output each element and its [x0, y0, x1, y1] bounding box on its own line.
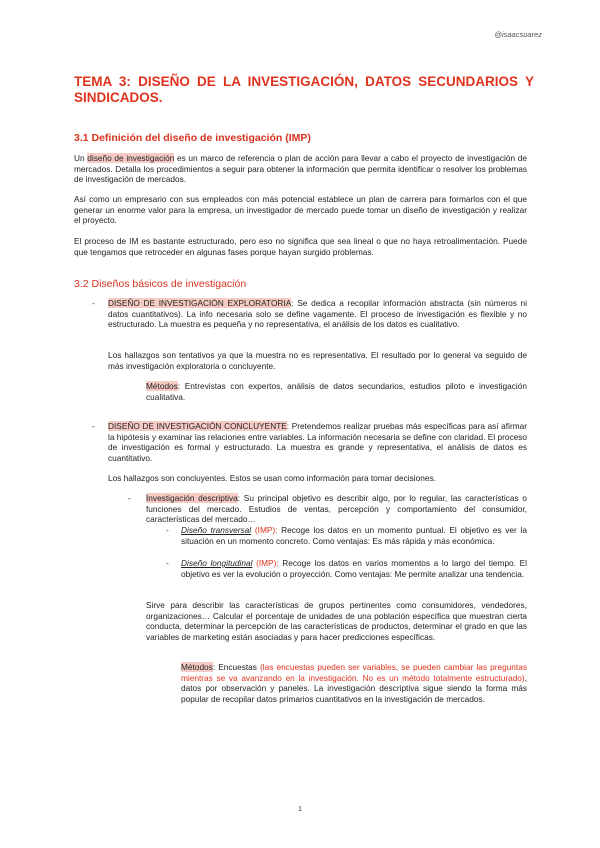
title-line-2: SINDICADOS. — [74, 90, 163, 105]
bullet-dash: - — [92, 298, 95, 308]
bullet-dash: - — [166, 558, 169, 568]
bullet-dash: - — [128, 493, 131, 503]
bullet-dash: - — [92, 421, 95, 431]
concluyente-paragraph: DISEÑO DE INVESTIGACIÓN CONCLUYENTE: Pretendemos realizar pruebas más específicas para así afirmar la hipótesis y examinar las relaciones entre variables. La información necesaria se define con claridad. El proceso de investigación es formal y estructurado. La muestra es grande y representativa, el análisis de datos es cuantitativo. — [108, 421, 527, 463]
term-longitudinal: Diseño longitudinal — [181, 558, 253, 568]
section-heading-3-2: 3.2 Diseños básicos de investigación — [74, 278, 247, 290]
exploratoria-metodos: Métodos: Entrevistas con expertos, análisis de datos secundarios, estudios piloto e investigación cualitativa. — [146, 381, 527, 402]
page-title — [74, 74, 534, 106]
descriptiva-paragraph: Investigación descriptiva: Su principal objetivo es describir algo, por lo regular, las características o funciones del mercado. Estudios de ventas, percepción y comportamiento del consumidor, características del mercado… — [146, 493, 527, 525]
title-line-1: TEMA 3: DISEÑO DE LA INVESTIGACIÓN, DATOS SECUNDARIOS Y — [74, 74, 534, 89]
highlight-descriptiva: Investigación descriptiva — [146, 493, 238, 503]
descriptiva-sirve: Sirve para describir las características de grupos pertinentes como consumidores, vendedores, organizaciones… Calcular el porcentaje de unidades de una población específica que muestran cierta conducta, determinar la percepción de las características de productos, determinar el grado en que las variables de marketing están asociadas y para hacer predicciones específicas. — [146, 600, 527, 642]
transversal-paragraph: Diseño transversal (IMP): Recoge los datos en un momento puntual. El objetivo es ver la situación en un momento concreto. Como ventajas: Es más rápida y más económica. — [181, 525, 527, 546]
author-handle: @isaacsuarez — [494, 30, 542, 39]
exploratoria-hallazgos: Los hallazgos son tentativos ya que la muestra no es representativa. El resultado por lo general va seguido de más investigación exploratoria o concluyente. — [108, 350, 527, 371]
section-heading-3-1: 3.1 Definición del diseño de investigación (IMP) — [74, 132, 311, 144]
paragraph-proceso-im: El proceso de IM es bastante estructurado, pero eso no significa que sea lineal o que no haya retroalimentación. Puede que tengamos que retroceder en algunas fases porque hayan surgido problemas. — [74, 236, 527, 257]
highlight-diseno-investigacion: diseño de investigación — [87, 153, 175, 163]
paragraph-definition: Un diseño de investigación es un marco de referencia o plan de acción para llevar a cabo el proyecto de investigación de mercados. Detalla los procedimientos a seguir para obtener la información que permita identificar o resolver los problemas de investigación de mercados. — [74, 153, 527, 185]
term-transversal: Diseño transversal — [181, 525, 252, 535]
concluyente-hallazgos: Los hallazgos son concluyentes. Estos se usan como información para tomar decisiones. — [108, 473, 436, 483]
highlight-exploratoria: DISEÑO DE INVESTIGACIÓN EXPLORATORIA — [108, 298, 292, 308]
exploratoria-paragraph: DISEÑO DE INVESTIGACIÓN EXPLORATORIA: Se dedica a recopilar información abstracta (sin números ni datos cuantitativos). La info necesaria solo se define vagamente. El proceso de investigación es flexible y no estructurado. La muestra es pequeña y no representativa, el análisis de los datos es cualitativo. — [108, 298, 527, 330]
page-number: 1 — [297, 804, 303, 813]
bullet-dash: - — [166, 525, 169, 535]
highlight-metodos: Métodos — [181, 662, 213, 672]
longitudinal-paragraph: Diseño longitudinal (IMP): Recoge los datos en varios momentos a lo largo del tiempo. El objetivo es ver la evolución o proyección. Como ventajas: Me permite analizar una tendencia. — [181, 558, 527, 579]
paragraph-empresario: Así como un empresario con sus empleados con más potencial establece un plan de carrera para formarlos con el que generar un enorme valor para la empresa, un investigador de mercado puede tomar un diseño de investigación y realizar el proyecto. — [74, 194, 527, 226]
descriptiva-metodos: Métodos: Encuestas (las encuestas pueden ser variables, se pueden cambiar las preguntas mientras se va avanzando en la investigación. No es un método totalmente estructurado), datos por observación y paneles. La investigación descriptiva sigue siendo la forma más popular de recopilar datos primarios cuantitativos en la investigación de mercados. — [181, 662, 527, 704]
highlight-concluyente: DISEÑO DE INVESTIGACIÓN CONCLUYENTE — [108, 421, 287, 431]
red-note-encuestas: (las encuestas pueden ser variables, se pueden cambiar las preguntas mientras se va avanzando en la investigación. No es un método totalmente estructurado) — [181, 662, 527, 683]
highlight-metodos: Métodos — [146, 381, 178, 391]
